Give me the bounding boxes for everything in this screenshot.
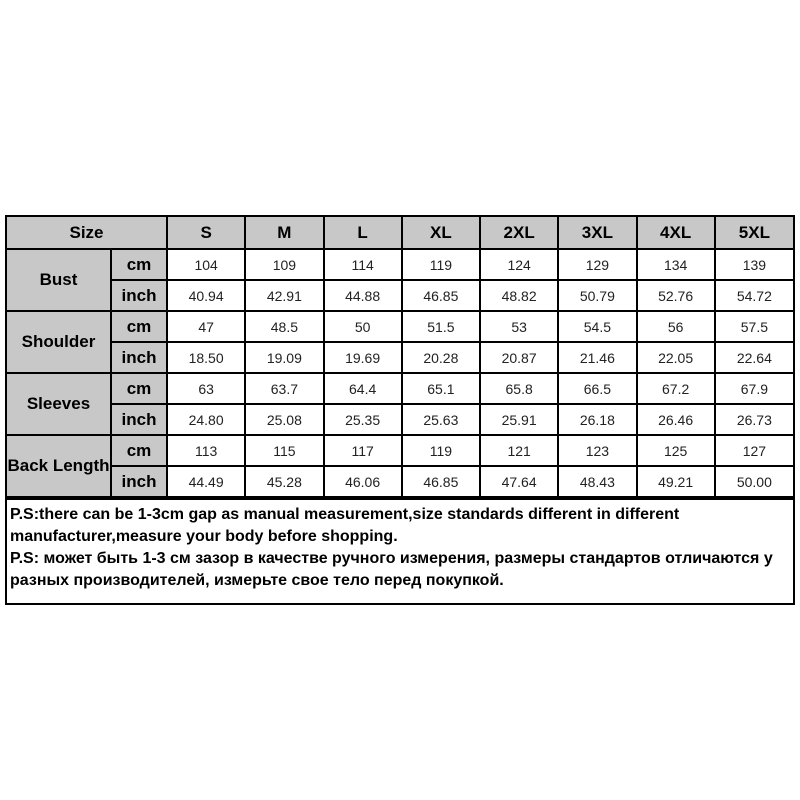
unit-label: inch [111,342,167,373]
note-english: P.S:there can be 1-3cm gap as manual measurement,size standards different in different manufacturer,measure your body before shopping. [10,506,680,545]
table-cell: 46.85 [402,466,480,497]
size-header: Size [7,217,167,249]
table-cell: 20.87 [480,342,558,373]
table-cell: 134 [637,249,715,280]
measurement-label: Bust [7,249,111,311]
table-cell: 124 [480,249,558,280]
table-cell: 114 [324,249,402,280]
header-row [7,217,793,249]
table-cell: 22.64 [715,342,793,373]
table-row [7,435,793,466]
table-cell: 54.5 [558,311,636,342]
table-cell: 48.82 [480,280,558,311]
table-cell: 139 [715,249,793,280]
unit-label: inch [111,404,167,435]
table-cell: 25.63 [402,404,480,435]
table-cell: 51.5 [402,311,480,342]
table-cell: 49.21 [637,466,715,497]
table-cell: 67.2 [637,373,715,404]
table-cell: 46.06 [324,466,402,497]
table-row [7,249,793,280]
note-russian: P.S: может быть 1-3 см зазор в качестве ручного измерения, размеры стандартов отличаются у разных производителей, измерьте свое тело перед покупкой. [10,550,773,589]
table-cell: 65.1 [402,373,480,404]
table-cell: 47 [167,311,245,342]
size-column-header: L [324,217,402,249]
size-column-header: XL [402,217,480,249]
measurement-label: Back Length [7,435,111,497]
table-cell: 123 [558,435,636,466]
table-cell: 56 [637,311,715,342]
table-cell: 21.46 [558,342,636,373]
table-cell: 125 [637,435,715,466]
table-cell: 50.79 [558,280,636,311]
table-cell: 119 [402,435,480,466]
table-row [7,280,793,311]
unit-label: cm [111,311,167,342]
table-cell: 52.76 [637,280,715,311]
table-row [7,311,793,342]
table-row [7,466,793,497]
size-column-header: 4XL [637,217,715,249]
notes-section [7,498,793,594]
table-cell: 65.8 [480,373,558,404]
table-cell: 44.49 [167,466,245,497]
table-cell: 25.91 [480,404,558,435]
table-cell: 113 [167,435,245,466]
table-cell: 63.7 [245,373,323,404]
table-row [7,404,793,435]
table-row [7,342,793,373]
table-cell: 64.4 [324,373,402,404]
table-cell: 44.88 [324,280,402,311]
table-cell: 66.5 [558,373,636,404]
table-cell: 127 [715,435,793,466]
size-column-header: 5XL [715,217,793,249]
size-column-header: 3XL [558,217,636,249]
table-cell: 117 [324,435,402,466]
table-cell: 63 [167,373,245,404]
size-column-header: S [167,217,245,249]
unit-label: cm [111,435,167,466]
table-cell: 25.08 [245,404,323,435]
table-cell: 26.46 [637,404,715,435]
table-cell: 121 [480,435,558,466]
table-cell: 53 [480,311,558,342]
unit-label: inch [111,466,167,497]
table-cell: 46.85 [402,280,480,311]
size-table [7,217,793,498]
table-cell: 19.69 [324,342,402,373]
table-cell: 109 [245,249,323,280]
table-cell: 24.80 [167,404,245,435]
table-cell: 104 [167,249,245,280]
size-column-header: M [245,217,323,249]
table-cell: 20.28 [402,342,480,373]
table-cell: 57.5 [715,311,793,342]
table-cell: 119 [402,249,480,280]
table-cell: 25.35 [324,404,402,435]
table-cell: 129 [558,249,636,280]
table-cell: 50 [324,311,402,342]
table-cell: 115 [245,435,323,466]
unit-label: inch [111,280,167,311]
unit-label: cm [111,249,167,280]
table-cell: 45.28 [245,466,323,497]
table-cell: 67.9 [715,373,793,404]
table-cell: 48.5 [245,311,323,342]
table-cell: 40.94 [167,280,245,311]
measurement-label: Shoulder [7,311,111,373]
table-cell: 50.00 [715,466,793,497]
table-cell: 47.64 [480,466,558,497]
table-cell: 19.09 [245,342,323,373]
size-chart [5,215,795,605]
size-column-header: 2XL [480,217,558,249]
table-cell: 18.50 [167,342,245,373]
table-cell: 22.05 [637,342,715,373]
table-cell: 26.73 [715,404,793,435]
table-cell: 42.91 [245,280,323,311]
table-cell: 48.43 [558,466,636,497]
table-row [7,373,793,404]
measurement-label: Sleeves [7,373,111,435]
table-cell: 54.72 [715,280,793,311]
unit-label: cm [111,373,167,404]
table-cell: 26.18 [558,404,636,435]
